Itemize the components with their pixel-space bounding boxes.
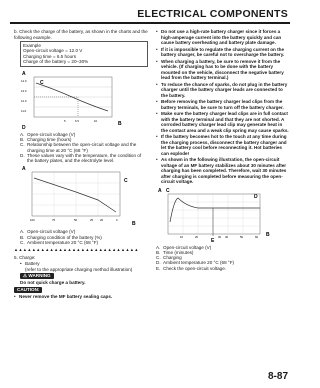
page-title: ELECTRICAL COMPONENTS bbox=[137, 8, 288, 20]
chart1-xtick: 6.5 bbox=[75, 118, 79, 123]
separator-triangles: ▲▲▲▲▲▲▲▲▲▲▲▲▲▲▲▲▲▲▲▲▲▲▲▲▲▲▲▲ bbox=[14, 247, 139, 253]
caption-item: C. Charging bbox=[156, 255, 182, 261]
caption-item: E. Check the open-circuit voltage. bbox=[156, 265, 227, 271]
chart2-label-a: A bbox=[22, 166, 26, 173]
voltage-vs-charging-time-chart bbox=[20, 69, 130, 131]
chart1-label-d: D bbox=[22, 124, 26, 131]
header-rule bbox=[10, 22, 290, 24]
caution-bullet: • If it is impossible to regulate the charging current on the battery charger, be careful not to overcharge the battery. bbox=[156, 47, 290, 58]
chart2-label-b: B bbox=[132, 221, 136, 228]
chart1-xtick: 5 bbox=[64, 118, 66, 123]
step-5-heading: 5. Charge: bbox=[14, 254, 36, 260]
caption-item: C. Relationship between the open-circuit voltage and the charging time at 20 °C (68 °F) bbox=[20, 142, 137, 153]
page-number: 8-87 bbox=[267, 371, 288, 382]
caption-item: B. Charging condition of the battery (%) bbox=[20, 234, 102, 240]
chart3-caption bbox=[156, 245, 290, 271]
right-column bbox=[156, 29, 290, 271]
caution-bullet: • When charging a battery, be sure to remove it from the vehicle. (If charging has to be done with the battery mounted on the vehicle, disconnect the negative battery lead from the battery terminal.) bbox=[156, 59, 290, 81]
chart3-xtick: 50 bbox=[240, 234, 244, 239]
step-5-reference: (refer to the appropriate charging method illustration) bbox=[25, 266, 133, 272]
caution-bullet: • Before removing the battery charger lead clips from the battery terminals, be sure to turn off the battery charger. bbox=[156, 99, 290, 110]
chart2-label-c: C bbox=[124, 178, 128, 185]
chart3-label-c: C bbox=[166, 187, 170, 194]
caution-bullet: • To reduce the chance of sparks, do not plug in the battery charger until the battery charger leads are connected to the battery. bbox=[156, 82, 290, 99]
page-header bbox=[0, 0, 300, 26]
left-column bbox=[14, 29, 148, 299]
voltage-vs-time-chart bbox=[156, 186, 276, 244]
chart1-caption bbox=[14, 132, 148, 164]
caption-item: A. Open-circuit voltage (V) bbox=[20, 131, 76, 137]
chart2-xtick: 50 bbox=[74, 218, 78, 223]
chart2-xtick: 25 bbox=[90, 218, 94, 223]
caution-bullet: • As shown in the following illustration, the open-circuit voltage of an MF battery stabilizes about 30 minutes after charging has been completed. Therefore, wait 30 minutes after charging is completed before measuring the open-circuit voltage. bbox=[156, 157, 290, 185]
caption-item: D. These values vary with the temperature, the condition of the battery plates, and the electrolyte level. bbox=[20, 152, 142, 164]
chart1-ytick: 11.0 bbox=[21, 108, 27, 113]
chart3-xtick: 40 bbox=[225, 234, 229, 239]
caption-item: D. Ambient temperature 20 °C (68 °F) bbox=[156, 260, 235, 266]
example-box bbox=[20, 41, 148, 67]
example-line-2: Charging time = 6.5 hours bbox=[23, 53, 76, 59]
chart1-ytick: 12.0 bbox=[21, 98, 27, 103]
caution-badge: CAUTION: bbox=[14, 287, 42, 293]
caution-bullet: • If the battery becomes hot to the touch at any time during the charging process, disconnect the battery charger and let the battery cool before reconnecting it. Hot batteries can explode! bbox=[156, 134, 290, 156]
chart2-xtick: 0 bbox=[116, 218, 118, 223]
chart2-xtick: 75 bbox=[52, 218, 56, 223]
example-line-3: Charge of the battery = 20–30% bbox=[23, 59, 89, 65]
chart3-xtick: 20 bbox=[195, 234, 199, 239]
example-line-1: Open-circuit voltage = 12.0 V bbox=[23, 48, 83, 54]
chart1-ytick: 13.0 bbox=[21, 88, 27, 93]
caution-bullet: • Never remove the MF battery sealing caps. bbox=[14, 294, 148, 300]
chart1-ytick: 14.0 bbox=[21, 78, 27, 83]
warning-text: Do not quick charge a battery. bbox=[20, 279, 86, 285]
chart1-label-b: B bbox=[118, 120, 122, 127]
chart3-xtick: 10 bbox=[180, 234, 184, 239]
chart3-label-e: E bbox=[211, 237, 215, 244]
chart1-label-c: C bbox=[40, 79, 44, 86]
caution-bullet: • Make sure the battery charger lead clips are in full contact with the battery terminal and that they are not shorted. A corroded battery charger lead clip may generate heat in the contact area and a weak clip spring may cause sparks. bbox=[156, 111, 290, 133]
chart3-frame bbox=[168, 194, 260, 234]
chart2-xtick: 100 bbox=[30, 218, 35, 223]
warning-badge: ⚠ WARNING bbox=[20, 273, 54, 279]
chart3-xtick: 30 bbox=[218, 234, 222, 239]
caption-item: A. Open-circuit voltage (V) bbox=[20, 229, 76, 235]
chart3-label-d: D bbox=[254, 193, 258, 200]
voltage-vs-charge-condition-chart bbox=[20, 164, 142, 228]
caption-item: B. Charging time (hours) bbox=[20, 136, 72, 142]
chart1-label-a: A bbox=[22, 70, 26, 77]
caption-item: C. Ambient temperature 20 °C (68 °F) bbox=[20, 240, 99, 245]
chart2-xtick: 20 bbox=[100, 218, 104, 223]
step-5-bullet: • Battery bbox=[20, 261, 148, 267]
example-title: Example bbox=[23, 43, 41, 48]
caution-bullet: • Do not use a high-rate battery charger since it forces a high-amperage current into the battery quickly and can cause battery overheating and battery plate damage. bbox=[156, 29, 290, 46]
step-b-text: b. Check the charge of the battery, as shown in the charts and the following example. bbox=[14, 29, 148, 40]
chart1-xtick: 10 bbox=[94, 118, 98, 123]
chart3-label-a: A bbox=[158, 187, 162, 194]
caption-item: B. Time (minutes) bbox=[156, 249, 194, 255]
chart3-xtick: 60 bbox=[255, 234, 259, 239]
chart3-label-b: B bbox=[266, 231, 270, 238]
caption-item: A. Open-circuit voltage (V) bbox=[156, 244, 212, 250]
chart2-caption bbox=[14, 229, 148, 245]
